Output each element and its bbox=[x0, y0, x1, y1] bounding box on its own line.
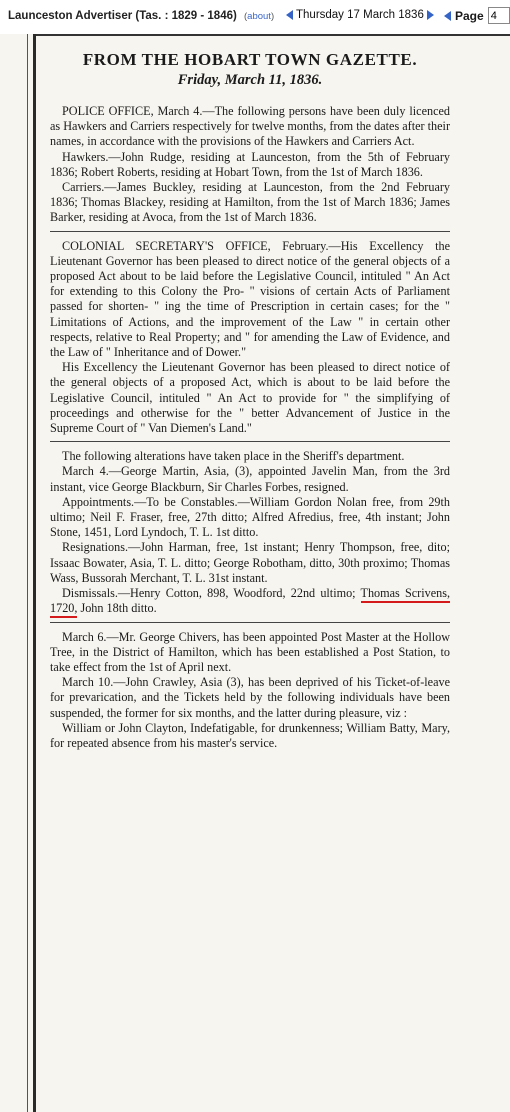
about-link[interactable]: about bbox=[247, 11, 271, 22]
search-highlight: Thomas Scrivens, 1720, bbox=[50, 586, 450, 618]
about-link-wrapper: (about) bbox=[244, 11, 275, 22]
previous-issue-arrow-icon[interactable] bbox=[286, 10, 293, 20]
section-divider bbox=[50, 231, 450, 232]
page-navigation bbox=[444, 7, 510, 24]
colonial-paragraph-1: COLONIAL SECRETARY'S OFFICE, February.—His Excellency the Lieutenant Governor has been pleased to direct notice of the general objects of a proposed Act about to be laid before the Legislative Council, intituled " An Act for extending to this Colony the Pro- " visions of certain Acts of Parliament passed for shorten- " ing the time of Prescription in certain cases; for the " Limitations of Actions, and the improvement of the Law " in certain other respects, relative to Real Property; and " for amending the Law of Evidence, and the Law of " Inheritance and of Dower." bbox=[50, 238, 450, 360]
viewer-toolbar bbox=[0, 0, 510, 34]
article-dateline: Friday, March 11, 1836. bbox=[177, 72, 323, 88]
next-issue-arrow-icon[interactable] bbox=[427, 10, 434, 20]
ticket-paragraph: March 10.—John Crawley, Asia (3), has been deprived of his Ticket-of-leave for prevarication, and the Tickets held by the following individuals have been suspended, the former for six months, and the latter during pleasure, viz : bbox=[50, 675, 450, 720]
hawkers-paragraph: Hawkers.—John Rudge, residing at Launceston, from the 5th of February 1836; Robert Roberts, residing at Hobart Town, from the 1st of March 1836. bbox=[50, 149, 450, 179]
article-column bbox=[50, 46, 450, 751]
issue-date: Thursday 17 March 1836 bbox=[296, 9, 424, 21]
section-divider bbox=[50, 441, 450, 442]
sheriff-dismissals bbox=[50, 586, 450, 616]
postmaster-paragraph: March 6.—Mr. George Chivers, has been appointed Post Master at the Hollow Tree, in the District of Hamilton, which has been established a Post Station, to take effect from the 1st of April next. bbox=[50, 629, 450, 674]
date-navigation bbox=[286, 9, 434, 21]
page-number-input[interactable] bbox=[488, 7, 510, 24]
previous-page-arrow-icon[interactable] bbox=[444, 11, 451, 21]
dismissals-text-after: John 18th ditto. bbox=[77, 601, 157, 616]
sheriff-march4: March 4.—George Martin, Asia, (3), appointed Javelin Man, from the 3rd instant, vice George Blackburn, Sir Charles Forbes, resigned. bbox=[50, 464, 450, 494]
police-paragraph: POLICE OFFICE, March 4.—The following persons have been duly licenced as Hawkers and Carriers respectively for twelve months, from the dates after their names, in accordance with the provisions of the Hawkers and Carriers Act. bbox=[50, 104, 450, 149]
page-label: Page bbox=[455, 8, 484, 23]
section-divider bbox=[50, 622, 450, 623]
article-heading: FROM THE HOBART TOWN GAZETTE. bbox=[82, 50, 418, 69]
dismissals-text-before: Dismissals.—Henry Cotton, 898, Woodford, 22nd ultimo; bbox=[62, 586, 361, 601]
clayton-paragraph: William or John Clayton, Indefatigable, for drunkenness; William Batty, Mary, for repeated absence from his master's service. bbox=[50, 720, 450, 750]
newspaper-scan bbox=[0, 34, 510, 1112]
publication-title: Launceston Advertiser (Tas. : 1829 - 1846) bbox=[8, 10, 237, 22]
colonial-paragraph-2: His Excellency the Lieutenant Governor has been pleased to direct notice of the general objects of a proposed Act, which is about to be laid before the Legislative Council, intituled " An Act to provide for " the simplifying of proceedings and otherwise for the " better Advancement of Justice in the Supreme Court of " Van Diemen's Land." bbox=[50, 360, 450, 436]
carriers-paragraph: Carriers.—James Buckley, residing at Launceston, from the 2nd February 1836; Thomas Blackey, residing at Hamilton, from the 1st of March 1836; James Barker, residing at Avoca, from the 1st of March 1836. bbox=[50, 180, 450, 225]
top-rule bbox=[36, 34, 510, 36]
sheriff-resignations: Resignations.—John Harman, free, 1st instant; Henry Thompson, free, dito; Issaac Bowater, Asia, T. L. ditto; George Robotham, ditto, 30th proximo; Thomas Wass, Bussorah Merchant, T. L. 31st instant. bbox=[50, 540, 450, 585]
column-rule-thin bbox=[27, 34, 28, 1112]
column-rule-thick bbox=[33, 34, 36, 1112]
sheriff-appointments: Appointments.—To be Constables.—William Gordon Nolan free, from 29th ultimo; Neil F. Fraser, free, 27th ditto; Alfred Afredius, free, 4th instant; John Stone, 1451, Lord Lyndoch, T. L. 1st ditto. bbox=[50, 494, 450, 540]
sheriff-intro: The following alterations have taken place in the Sheriff's department. bbox=[62, 449, 405, 464]
